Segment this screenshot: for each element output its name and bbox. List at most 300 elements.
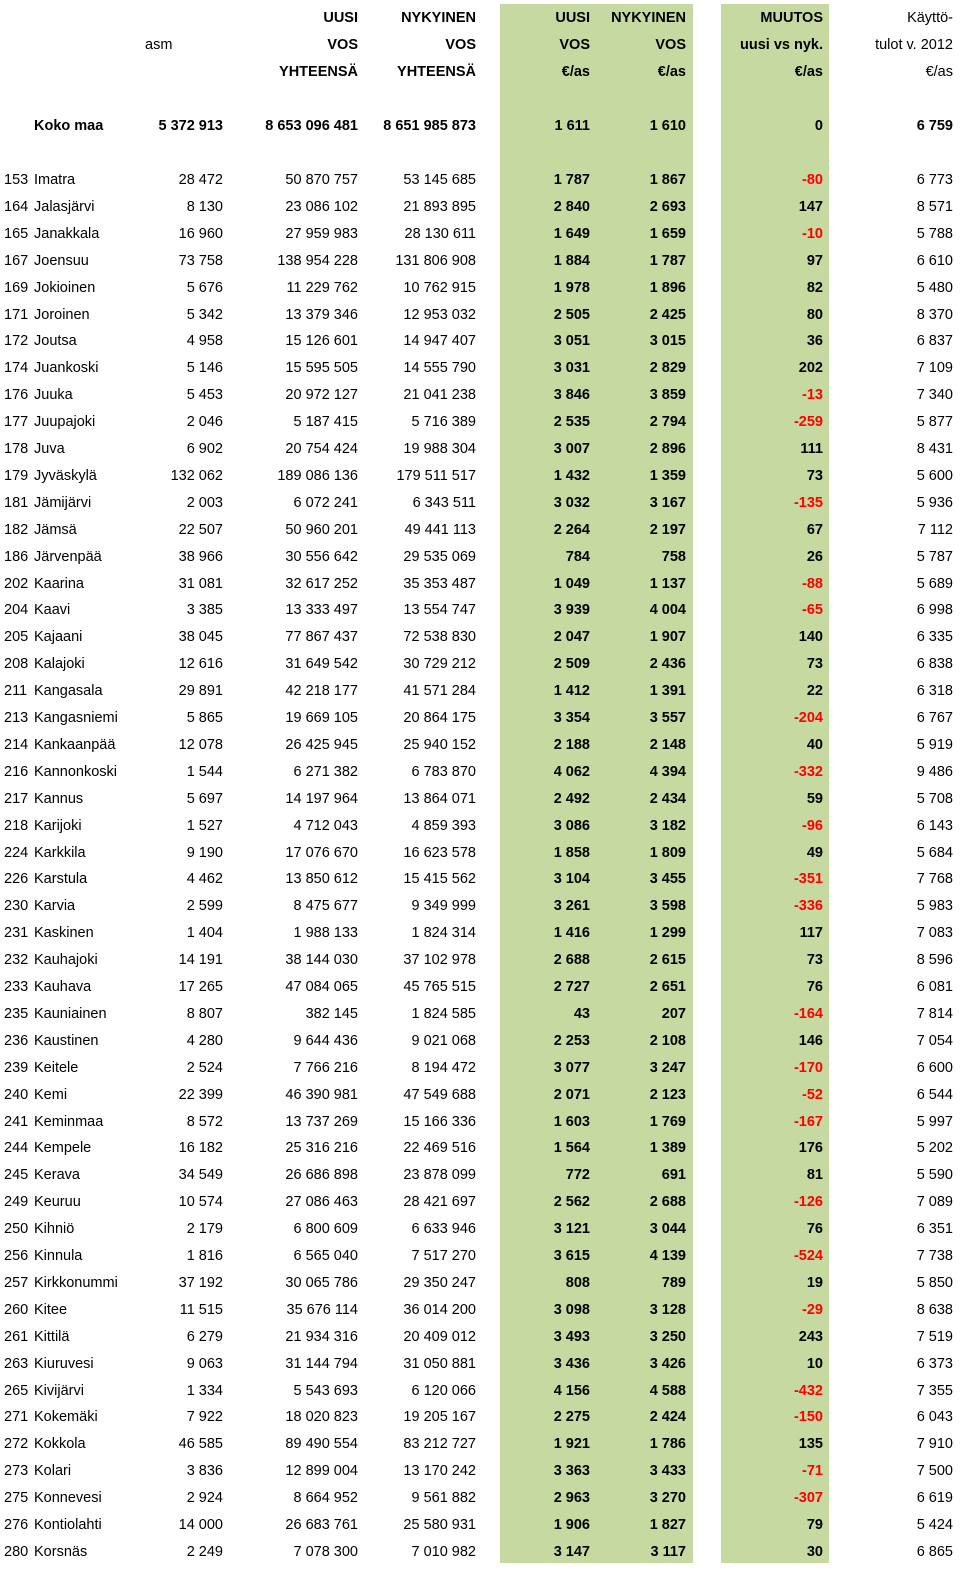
- row-muutos: -80: [802, 172, 823, 188]
- row-name: Kangasniemi: [34, 710, 118, 726]
- row-asm: 2 003: [186, 494, 223, 511]
- row-kayttotulot: 5 202: [916, 1140, 953, 1157]
- row-nyk-eur: 3 557: [649, 710, 686, 726]
- row-code: 216: [4, 763, 29, 780]
- row-asm: 8 807: [186, 1005, 223, 1022]
- row-kayttotulot: 8 370: [916, 306, 953, 323]
- row-uusi-total: 77 867 437: [285, 629, 358, 646]
- row-name: Kontiolahti: [34, 1517, 102, 1533]
- row-uusi-eur: 2 688: [553, 952, 590, 969]
- row-name: Jalasjärvi: [34, 198, 95, 215]
- row-nyk-total: 14 555 790: [403, 360, 476, 377]
- row-asm: 28 472: [178, 172, 223, 188]
- row-uusi-eur: 1 978: [553, 279, 590, 296]
- row-code: 174: [4, 360, 29, 377]
- row-asm: 14 000: [178, 1517, 223, 1533]
- row-uusi-eur: 3 077: [553, 1059, 590, 1076]
- row-kayttotulot: 6 600: [916, 1059, 953, 1076]
- row-name: Keuruu: [34, 1194, 81, 1211]
- row-muutos: -29: [802, 1301, 823, 1318]
- row-uusi-total: 42 218 177: [285, 683, 358, 700]
- row-uusi-eur: 3 261: [553, 898, 590, 915]
- row-kayttotulot: 7 910: [916, 1436, 953, 1453]
- row-asm: 132 062: [170, 467, 223, 484]
- row-nyk-eur: 1 827: [649, 1517, 686, 1533]
- row-uusi-total: 32 617 252: [285, 575, 358, 592]
- row-name: Kokkola: [34, 1436, 86, 1453]
- table-row: [0, 759, 960, 786]
- table-row: [0, 571, 960, 598]
- row-uusi-eur: 3 104: [553, 871, 590, 888]
- row-code: 167: [4, 252, 29, 269]
- row-nyk-total: 31 050 881: [403, 1355, 476, 1372]
- row-asm: 12 616: [178, 656, 223, 673]
- table-row: [0, 1431, 960, 1458]
- table-row: [0, 1082, 960, 1109]
- row-nyk-total: 9 021 068: [411, 1032, 476, 1049]
- row-nyk-eur: 2 123: [649, 1086, 686, 1103]
- row-uusi-total: 12 899 004: [285, 1463, 358, 1480]
- row-uusi-eur: 2 505: [553, 306, 590, 323]
- row-code: 261: [4, 1328, 29, 1345]
- table-row: [0, 1243, 960, 1270]
- row-uusi-eur: 2 562: [553, 1194, 590, 1211]
- table-row: [0, 1351, 960, 1378]
- row-asm: 2 179: [186, 1221, 223, 1238]
- row-kayttotulot: 7 814: [916, 1005, 953, 1022]
- table-row: [0, 490, 960, 517]
- row-nyk-eur: 1 659: [649, 225, 686, 242]
- row-kayttotulot: 6 081: [916, 979, 953, 995]
- row-code: 176: [4, 387, 29, 404]
- row-nyk-eur: 2 424: [649, 1409, 686, 1426]
- row-uusi-total: 47 084 065: [285, 979, 358, 995]
- row-code: 178: [4, 441, 29, 457]
- row-nyk-eur: 4 139: [649, 1248, 686, 1264]
- table-row: [0, 1297, 960, 1324]
- row-muutos: -332: [793, 763, 823, 780]
- row-uusi-total: 5 543 693: [293, 1382, 358, 1399]
- row-nyk-eur: 2 794: [649, 414, 686, 431]
- row-muutos: 19: [806, 1274, 823, 1291]
- row-code: 208: [4, 656, 29, 673]
- row-name: Kihniö: [34, 1221, 75, 1238]
- row-asm: 2 249: [186, 1543, 223, 1560]
- row-asm: 4 958: [186, 333, 223, 350]
- row-uusi-total: 189 086 136: [277, 467, 358, 484]
- row-nyk-eur: 3 250: [649, 1328, 686, 1345]
- row-uusi-total: 50 960 201: [285, 521, 358, 538]
- row-code: 177: [4, 414, 29, 431]
- row-asm: 9 063: [186, 1355, 223, 1372]
- row-code: 230: [4, 898, 29, 915]
- row-uusi-total: 27 086 463: [285, 1194, 358, 1211]
- total-nyk-eur: 1 610: [649, 118, 686, 134]
- row-asm: 16 960: [178, 225, 223, 242]
- header-row-2: [0, 32, 960, 59]
- row-uusi-total: 1 988 133: [293, 925, 358, 942]
- row-muutos: 67: [806, 521, 823, 538]
- row-name: Karvia: [34, 898, 76, 915]
- row-muutos: 117: [799, 925, 823, 942]
- row-nyk-total: 1 824 585: [411, 1005, 476, 1022]
- row-name: Kaavi: [34, 602, 71, 619]
- row-kayttotulot: 5 424: [916, 1517, 953, 1533]
- total-nyk: 8 651 985 873: [383, 118, 476, 134]
- header-nykyinen-eur-vos: VOS: [655, 37, 686, 53]
- row-kayttotulot: 5 689: [916, 575, 953, 592]
- row-uusi-eur: 3 493: [553, 1328, 590, 1345]
- row-kayttotulot: 6 143: [916, 817, 953, 834]
- row-kayttotulot: 7 109: [916, 360, 953, 377]
- row-asm: 4 280: [186, 1032, 223, 1049]
- row-uusi-eur: 808: [565, 1274, 590, 1291]
- row-kayttotulot: 7 112: [917, 521, 953, 538]
- row-asm: 34 549: [178, 1167, 223, 1184]
- row-asm: 5 865: [186, 710, 223, 726]
- row-name: Karstula: [34, 871, 88, 888]
- row-uusi-total: 38 144 030: [285, 952, 358, 969]
- row-kayttotulot: 5 919: [916, 736, 953, 753]
- row-uusi-eur: 1 921: [553, 1436, 590, 1453]
- row-nyk-total: 15 415 562: [403, 871, 476, 888]
- row-uusi-total: 6 800 609: [293, 1221, 358, 1238]
- row-nyk-eur: 2 688: [649, 1194, 686, 1211]
- header-uusi-eur: UUSI: [555, 10, 590, 26]
- row-uusi-eur: 3 051: [553, 333, 590, 350]
- row-nyk-eur: 691: [661, 1167, 686, 1184]
- table-row: [0, 1109, 960, 1136]
- row-muutos: 30: [806, 1543, 823, 1560]
- row-asm: 3 836: [186, 1463, 223, 1480]
- row-asm: 4 462: [186, 871, 223, 888]
- row-name: Kemi: [34, 1086, 68, 1103]
- row-nyk-total: 6 343 511: [412, 494, 476, 511]
- row-nyk-eur: 2 615: [649, 952, 686, 969]
- row-asm: 16 182: [178, 1140, 223, 1157]
- row-asm: 29 891: [178, 683, 223, 700]
- row-uusi-eur: 2 275: [553, 1409, 590, 1426]
- row-asm: 38 966: [178, 548, 223, 565]
- row-nyk-eur: 207: [661, 1005, 686, 1022]
- row-uusi-total: 13 379 346: [285, 306, 358, 323]
- row-code: 271: [4, 1409, 29, 1426]
- row-code: 275: [4, 1490, 29, 1507]
- table-row: [0, 786, 960, 813]
- row-nyk-total: 9 349 999: [411, 898, 476, 915]
- row-nyk-total: 83 212 727: [403, 1436, 476, 1453]
- row-asm: 6 279: [186, 1328, 223, 1345]
- table-row: [0, 1001, 960, 1028]
- header-uusi: UUSI: [323, 10, 358, 26]
- row-code: 273: [4, 1463, 29, 1480]
- row-asm: 2 046: [186, 414, 223, 431]
- row-uusi-total: 7 078 300: [293, 1543, 358, 1560]
- row-kayttotulot: 6 998: [916, 602, 953, 619]
- row-name: Kaarina: [34, 575, 84, 592]
- row-code: 280: [4, 1543, 29, 1560]
- row-uusi-eur: 3 121: [553, 1221, 590, 1238]
- row-code: 164: [4, 198, 29, 215]
- row-muutos: -336: [793, 898, 823, 915]
- row-name: Keminmaa: [34, 1113, 104, 1130]
- table-row: [0, 893, 960, 920]
- row-uusi-eur: 2 047: [553, 629, 590, 646]
- row-name: Kannus: [34, 790, 84, 807]
- table-row: [0, 1162, 960, 1189]
- row-nyk-total: 21 893 895: [403, 198, 476, 215]
- row-uusi-eur: 2 535: [553, 414, 590, 431]
- row-name: Janakkala: [34, 225, 100, 242]
- table-row: [0, 920, 960, 947]
- row-kayttotulot: 5 684: [916, 844, 953, 861]
- row-muutos: -432: [793, 1382, 823, 1399]
- table-row: [0, 355, 960, 382]
- row-uusi-eur: 784: [565, 548, 590, 565]
- row-code: 181: [4, 494, 29, 511]
- row-name: Jämijärvi: [34, 494, 92, 511]
- row-name: Konnevesi: [34, 1490, 102, 1507]
- row-uusi-eur: 3 086: [553, 817, 590, 834]
- row-muutos: 79: [806, 1517, 823, 1533]
- row-kayttotulot: 5 788: [916, 225, 953, 242]
- table-row: [0, 813, 960, 840]
- row-uusi-total: 31 649 542: [285, 656, 358, 673]
- table-row: [0, 463, 960, 490]
- row-kayttotulot: 6 318: [916, 683, 953, 700]
- row-nyk-total: 53 145 685: [403, 172, 476, 188]
- row-nyk-total: 28 421 697: [403, 1194, 476, 1211]
- row-nyk-total: 7 010 982: [411, 1543, 476, 1560]
- row-muutos: 49: [806, 844, 823, 861]
- row-name: Kerava: [34, 1167, 80, 1184]
- row-name: Kankaanpää: [34, 736, 116, 753]
- row-nyk-eur: 2 436: [649, 656, 686, 673]
- row-muutos: -10: [802, 225, 823, 242]
- row-nyk-total: 9 561 882: [411, 1490, 476, 1507]
- row-uusi-eur: 2 264: [553, 521, 590, 538]
- row-name: Jämsä: [34, 521, 77, 538]
- table-row: [0, 1028, 960, 1055]
- header-nykyinen-eur: NYKYINEN: [611, 10, 686, 26]
- row-kayttotulot: 9 486: [916, 763, 953, 780]
- row-nyk-eur: 2 108: [649, 1032, 686, 1049]
- table-row: [0, 382, 960, 409]
- row-code: 240: [4, 1086, 29, 1103]
- row-nyk-eur: 2 434: [649, 790, 686, 807]
- row-name: Keitele: [34, 1059, 79, 1076]
- row-nyk-total: 36 014 200: [403, 1301, 476, 1318]
- row-kayttotulot: 5 600: [916, 467, 953, 484]
- row-uusi-total: 17 076 670: [285, 844, 358, 861]
- row-nyk-eur: 1 359: [649, 467, 686, 484]
- row-muutos: 111: [800, 441, 823, 457]
- row-asm: 1 404: [186, 925, 223, 942]
- row-uusi-total: 20 754 424: [285, 441, 358, 457]
- header-asm: asm: [145, 37, 173, 53]
- row-uusi-eur: 3 147: [553, 1543, 590, 1560]
- table-row: [0, 302, 960, 329]
- table-row: [0, 1055, 960, 1082]
- row-name: Karkkila: [34, 844, 86, 861]
- row-name: Kajaani: [34, 629, 83, 646]
- row-nyk-total: 37 102 978: [403, 952, 476, 969]
- row-muutos: -524: [793, 1248, 823, 1264]
- row-nyk-total: 30 729 212: [403, 656, 476, 673]
- table-row: [0, 436, 960, 463]
- table-row: [0, 1216, 960, 1243]
- row-uusi-eur: 3 846: [553, 387, 590, 404]
- row-kayttotulot: 6 610: [916, 252, 953, 269]
- row-uusi-eur: 1 416: [553, 925, 590, 942]
- row-asm: 3 385: [186, 602, 223, 619]
- row-uusi-total: 5 187 415: [293, 414, 358, 431]
- row-uusi-eur: 3 939: [553, 602, 590, 619]
- row-name: Kempele: [34, 1140, 92, 1157]
- header-uusi-yhteensa: YHTEENSÄ: [279, 64, 358, 80]
- total-kayttotulot: 6 759: [916, 118, 953, 134]
- total-uusi-eur: 1 611: [554, 118, 590, 134]
- table-row: [0, 866, 960, 893]
- table-row: [0, 221, 960, 248]
- table-row: [0, 1485, 960, 1512]
- row-muutos: 22: [806, 683, 823, 700]
- row-uusi-total: 7 766 216: [293, 1059, 358, 1076]
- row-uusi-eur: 3 032: [553, 494, 590, 511]
- table-row: [0, 1378, 960, 1405]
- row-uusi-total: 13 737 269: [285, 1113, 358, 1130]
- total-muutos: 0: [814, 118, 823, 134]
- row-nyk-eur: 1 389: [649, 1140, 686, 1157]
- row-asm: 5 453: [186, 387, 223, 404]
- row-nyk-total: 45 765 515: [403, 979, 476, 995]
- row-uusi-total: 6 565 040: [293, 1248, 358, 1264]
- row-muutos: 26: [806, 548, 823, 565]
- row-asm: 1 527: [186, 817, 223, 834]
- row-nyk-total: 16 623 578: [403, 844, 476, 861]
- row-muutos: 36: [806, 333, 823, 350]
- row-asm: 46 585: [178, 1436, 223, 1453]
- row-nyk-eur: 3 044: [649, 1221, 686, 1238]
- row-nyk-eur: 4 588: [649, 1382, 686, 1399]
- row-code: 232: [4, 952, 29, 969]
- row-uusi-total: 6 072 241: [293, 494, 358, 511]
- row-nyk-total: 47 549 688: [403, 1086, 476, 1103]
- row-asm: 38 045: [178, 629, 223, 646]
- row-uusi-total: 21 934 316: [285, 1328, 358, 1345]
- row-nyk-total: 13 554 747: [403, 602, 476, 619]
- row-muutos: -135: [793, 494, 823, 511]
- row-nyk-total: 4 859 393: [411, 817, 476, 834]
- row-name: Kalajoki: [34, 656, 85, 673]
- row-name: Joensuu: [34, 252, 89, 269]
- table-row: [0, 544, 960, 571]
- row-name: Järvenpää: [34, 548, 102, 565]
- table-row: [0, 840, 960, 867]
- row-uusi-eur: 4 156: [553, 1382, 590, 1399]
- row-code: 218: [4, 817, 29, 834]
- row-nyk-eur: 2 829: [649, 360, 686, 377]
- row-muutos: 82: [806, 279, 823, 296]
- row-asm: 1 544: [186, 763, 223, 780]
- row-kayttotulot: 7 083: [916, 925, 953, 942]
- header-uusi-eur-vos: VOS: [559, 37, 590, 53]
- row-uusi-total: 26 686 898: [285, 1167, 358, 1184]
- row-name: Jokioinen: [34, 279, 96, 296]
- row-muutos: 140: [798, 629, 823, 646]
- row-nyk-total: 13 170 242: [403, 1463, 476, 1480]
- row-uusi-total: 46 390 981: [285, 1086, 358, 1103]
- row-code: 250: [4, 1221, 29, 1238]
- row-asm: 17 265: [178, 979, 223, 995]
- row-asm: 14 191: [178, 952, 223, 969]
- row-uusi-total: 20 972 127: [285, 387, 358, 404]
- row-nyk-eur: 2 896: [649, 441, 686, 457]
- row-kayttotulot: 7 768: [916, 871, 953, 888]
- row-nyk-total: 29 350 247: [403, 1274, 476, 1291]
- row-uusi-eur: 1 049: [553, 575, 590, 592]
- row-nyk-eur: 2 197: [649, 521, 686, 538]
- row-muutos: -204: [793, 710, 823, 726]
- row-muutos: -52: [802, 1086, 823, 1103]
- row-asm: 8 130: [186, 198, 223, 215]
- row-nyk-total: 5 716 389: [411, 414, 476, 431]
- row-name: Joutsa: [34, 333, 77, 350]
- row-kayttotulot: 7 500: [916, 1463, 953, 1480]
- row-code: 231: [4, 925, 29, 942]
- row-uusi-eur: 1 564: [553, 1140, 590, 1157]
- table-row: [0, 974, 960, 1001]
- row-kayttotulot: 6 335: [916, 629, 953, 646]
- table-row: [0, 328, 960, 355]
- table-row: [0, 167, 960, 194]
- row-uusi-total: 6 271 382: [293, 763, 358, 780]
- row-nyk-eur: 1 809: [649, 844, 686, 861]
- table-row: [0, 651, 960, 678]
- table-row: [0, 248, 960, 275]
- row-code: 226: [4, 871, 29, 888]
- row-nyk-total: 10 762 915: [403, 279, 476, 296]
- row-name: Juupajoki: [34, 414, 96, 431]
- row-muutos: -65: [802, 602, 823, 619]
- row-asm: 1 816: [186, 1248, 223, 1264]
- row-name: Joroinen: [34, 306, 90, 323]
- row-asm: 7 922: [186, 1409, 223, 1426]
- row-uusi-eur: 1 906: [553, 1517, 590, 1533]
- row-uusi-eur: 2 253: [553, 1032, 590, 1049]
- header-nykyinen: NYKYINEN: [401, 10, 476, 26]
- header-nykyinen-vos: VOS: [445, 37, 476, 53]
- table-row: [0, 947, 960, 974]
- row-code: 213: [4, 710, 29, 726]
- row-name: Jyväskylä: [34, 467, 97, 484]
- row-code: 186: [4, 548, 29, 565]
- row-nyk-total: 1 824 314: [411, 925, 476, 942]
- row-nyk-total: 6 120 066: [411, 1382, 476, 1399]
- row-nyk-eur: 1 787: [649, 252, 686, 269]
- row-muutos: 147: [798, 198, 823, 215]
- row-code: 211: [4, 683, 28, 700]
- row-uusi-total: 89 490 554: [285, 1436, 358, 1453]
- row-nyk-eur: 1 867: [649, 172, 686, 188]
- row-nyk-eur: 4 004: [649, 602, 686, 619]
- row-code: 204: [4, 602, 29, 619]
- row-kayttotulot: 5 850: [916, 1274, 953, 1291]
- row-code: 236: [4, 1032, 29, 1049]
- row-nyk-total: 13 864 071: [403, 790, 476, 807]
- row-kayttotulot: 6 373: [916, 1355, 953, 1372]
- row-uusi-total: 30 556 642: [285, 548, 358, 565]
